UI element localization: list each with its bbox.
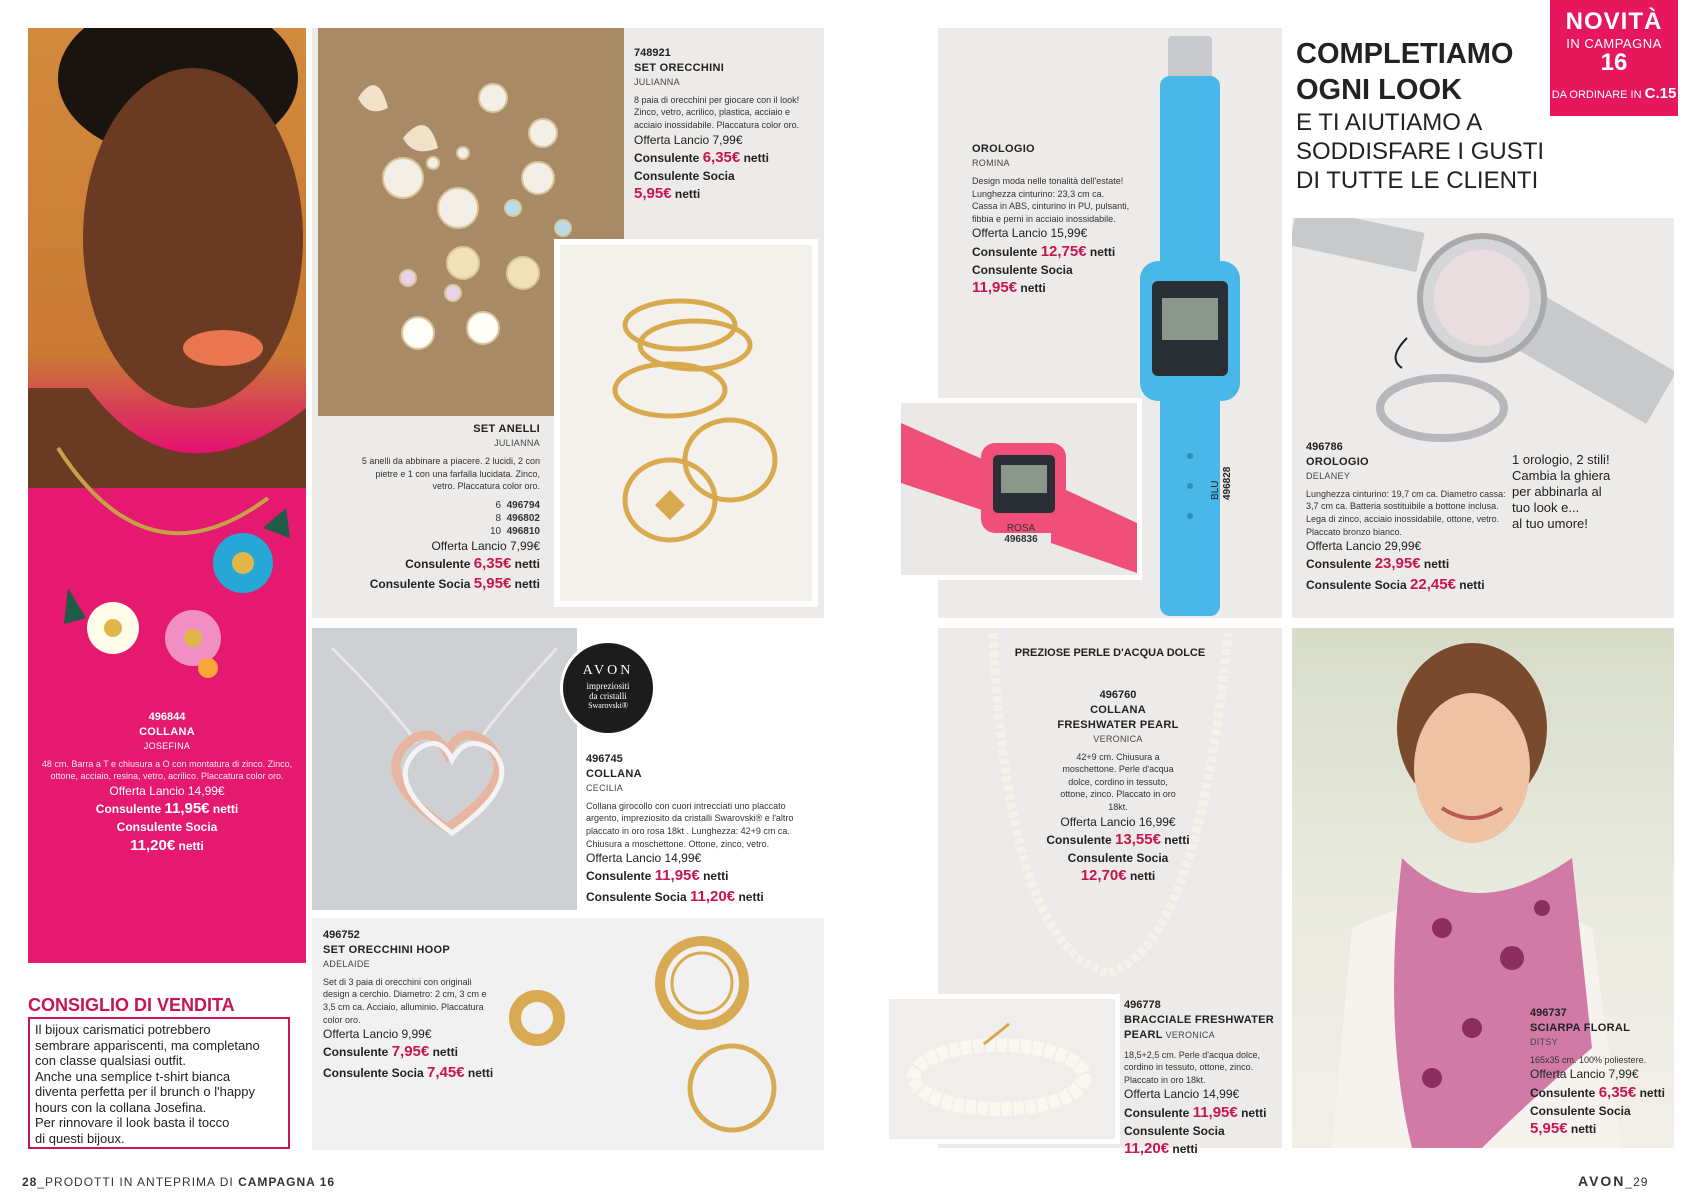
product-name: SET ORECCHINI HOOP (323, 943, 451, 956)
product-description: 48 cm. Barra a T e chiusura a O con montatura di zinco. Zinco, ottone, acciaio, resina, vetro, acrilico. Placcatura color oro. (41, 758, 293, 782)
product-brand: VERONICA (1093, 733, 1143, 744)
product-code: 496737 (1530, 1007, 1567, 1019)
socia-label: Consulente Socia (1067, 851, 1169, 866)
consiglio-line: diventa perfetta per il brunch o l'happy (35, 1084, 256, 1099)
socia-price: 11,20€ netti (130, 836, 204, 854)
offer-price: Offerta Lancio 14,99€ (1124, 1087, 1240, 1102)
product-brand: DELANEY (1306, 470, 1351, 481)
footer-brand: AVON (1578, 1173, 1626, 1189)
product-code: 496778 (1124, 999, 1161, 1011)
product-romina-info (972, 142, 1132, 298)
socia-label: Consulente Socia (116, 820, 218, 835)
consiglio-line: Per rinnovare il look basta il tocco (35, 1115, 230, 1130)
product-description: Collana girocollo con cuori intrecciati uno placcato argento, impreziosito da cristalli Swarovski® e l'altro placcato in oro rosa 18kt . Lunghezza: 42+9 cm ca. Chiusura a moschettone. Ottone, zinco, vetro. (586, 800, 794, 849)
bracelet-photo (884, 994, 1120, 1144)
blue-watch-illustration (1130, 36, 1250, 616)
product-cecilia-info (586, 752, 818, 907)
consultant-price: Consulente 11,95€ netti (586, 867, 729, 885)
banner-in-campagna: IN CAMPAGNA (1566, 36, 1662, 51)
product-pearl-collana-info (1018, 688, 1218, 887)
consultant-price: Consulente 7,95€ netti (323, 1043, 458, 1061)
bracelet-illustration (889, 999, 1115, 1139)
consultant-price: Consulente 6,35€ netti (405, 554, 540, 572)
banner-campaign-number: 16 (1600, 49, 1628, 76)
badge-brand: AVON (582, 663, 634, 678)
product-description: Lunghezza cinturino: 19,7 cm ca. Diametro cassa: 3,7 cm ca. Batteria sostituibile a bottone inclusa. Lega di zinco, acciaio inossidabile, ottone, vetro. Placcato bronzo bianco. (1306, 488, 1506, 537)
delaney-callout: 1 orologio, 2 stili! Cambia la ghiera per abbinarla al tuo look e... al tuo umore! (1512, 452, 1611, 531)
page-number: 28 (22, 1175, 38, 1189)
socia-label: Consulente Socia (1530, 1103, 1631, 1118)
socia-price: 11,20€ netti (1124, 1139, 1198, 1157)
product-name: COLLANA (139, 725, 195, 738)
socia-price: 5,95€ netti (634, 185, 701, 203)
product-code: 496786 (1306, 441, 1343, 453)
product-brand: JULIANNA (494, 437, 540, 448)
product-brand: DITSY (1530, 1036, 1559, 1047)
consiglio-line: Anche una semplice t-shirt bianca (35, 1068, 231, 1084)
novita-banner (1548, 0, 1680, 118)
offer-price: Offerta Lancio 16,99€ (1060, 814, 1176, 829)
product-name: OROLOGIO (1306, 455, 1369, 468)
product-name: COLLANA (586, 767, 642, 780)
headline-line2: OGNI LOOK (1296, 74, 1462, 106)
footer-campaign: CAMPAGNA 16 (238, 1175, 336, 1189)
rings-photo (554, 239, 818, 607)
product-name: SCIARPA FLORAL (1530, 1021, 1631, 1034)
socia-price: Consulente Socia 7,45€ netti (323, 1063, 494, 1081)
consultant-price: Consulente 6,35€ netti (1530, 1083, 1665, 1101)
product-description: Design moda nelle tonalità dell'estate! Lunghezza cinturino: 23,3 cm ca. Cassa in ABS, cinturino in PU, pulsanti, fibbia e perni in acciaio inossidabile. (972, 175, 1130, 224)
product-code: 496752 (323, 929, 360, 941)
product-name: OROLOGIO (972, 143, 1035, 155)
product-brand: JOSEFINA (143, 740, 191, 751)
consiglio-line: hours con la collana Josefina. (35, 1099, 207, 1115)
pink-watch-photo (896, 398, 1142, 580)
footer-label: PRODOTTI IN ANTEPRIMA DI (45, 1175, 239, 1189)
size-row: 6 496794 (495, 499, 540, 511)
headline-sub1: E TI AIUTIAMO A (1296, 109, 1483, 136)
footer-right: AVON_29 (1578, 1173, 1649, 1189)
size-row: 10 496810 (489, 525, 540, 537)
footer-left: 28_PRODOTTI IN ANTEPRIMA DI CAMPAGNA 16 (22, 1175, 336, 1189)
heart-necklace-photo (312, 628, 577, 910)
socia-label: Consulente Socia (634, 169, 735, 184)
badge-line: da cristalli (589, 691, 627, 701)
socia-price: Consulente Socia 11,20€ netti (586, 887, 764, 905)
consiglio-box (28, 1017, 290, 1149)
offer-price: Offerta Lancio 14,99€ (586, 851, 702, 866)
socia-price: Consulente Socia 5,95€ netti (369, 575, 540, 593)
rings-illustration (560, 245, 812, 601)
product-description: 5 anelli da abbinare a piacere. 2 lucidi, 2 con pietre e 1 con una farfalla lucidata. Zinco, vetro. Placcatura color oro. (361, 455, 540, 492)
offer-price: Offerta Lancio 7,99€ (634, 132, 743, 147)
consiglio-line: con classe qualsiasi outfit. (35, 1053, 187, 1068)
blu-label: BLU 496828 (1210, 466, 1233, 500)
offer-price: Offerta Lancio 7,99€ (1530, 1067, 1639, 1082)
pink-watch-illustration (901, 403, 1137, 575)
offer-price: Offerta Lancio 7,99€ (431, 538, 540, 553)
product-description: Set di 3 paia di orecchini con originali design a cerchio. Diametro: 2 cm, 3 cm e 3,5 cm ca. Acciaio, alluminio. Placcatura color oro. (323, 976, 487, 1025)
heart-necklace-illustration (312, 628, 577, 910)
badge-line: Swarovski® (588, 701, 628, 710)
product-description: 165x35 cm. 100% poliestere. (1530, 1054, 1647, 1065)
product-delaney-info (1306, 440, 1506, 595)
consiglio-line: sembrare appariscenti, ma completano (35, 1037, 260, 1053)
headline-line1: COMPLETIAMO (1296, 38, 1514, 70)
product-code: 748921 (634, 47, 671, 59)
pearl-header: PREZIOSE PERLE D'ACQUA DOLCE (1014, 647, 1206, 659)
consultant-price: Consulente 13,55€ netti (1046, 830, 1190, 848)
offer-price: Offerta Lancio 15,99€ (972, 226, 1088, 241)
product-bracciale-info (1124, 998, 1284, 1159)
socia-price: 12,70€ netti (1080, 867, 1156, 885)
consiglio-line: Il bijoux carismatici potrebbero (35, 1022, 211, 1037)
size-table (360, 499, 540, 538)
headline-sub2: SODDISFARE I GUSTI (1296, 138, 1545, 165)
product-description: 8 paia di orecchini per giocare con il look! Zinco, vetro, acrilico, plastica, acciaio e acciaio inossidabile. Placcatura color oro. (634, 94, 800, 131)
page-number: 29 (1633, 1175, 1649, 1189)
socia-price: Consulente Socia 22,45€ netti (1306, 575, 1485, 593)
consultant-price: Consulente 11,95€ netti (1124, 1103, 1267, 1121)
swarovski-badge (560, 640, 656, 736)
product-hoop-info (323, 928, 498, 1083)
headline (1296, 36, 1546, 195)
product-orecchini-info (634, 46, 819, 204)
rosa-label: ROSA 496836 (1004, 523, 1038, 545)
size-row: 8 496802 (495, 512, 540, 524)
product-name-line2: FRESHWATER PEARL (1057, 718, 1179, 731)
product-name: COLLANA (1090, 703, 1146, 716)
product-name-line2: PEARL VERONICA (1124, 1028, 1215, 1041)
consultant-price: Consulente 12,75€ netti (972, 242, 1116, 260)
offer-price: Offerta Lancio 9,99€ (323, 1027, 432, 1042)
socia-price: 11,95€ netti (972, 278, 1046, 296)
offer-price: Offerta Lancio 14,99€ (109, 784, 225, 799)
product-josefina-info (38, 710, 296, 856)
product-anelli-info (360, 422, 540, 594)
socia-label: Consulente Socia (1124, 1123, 1225, 1138)
consultant-price: Consulente 6,35€ netti (634, 148, 769, 166)
product-brand: JULIANNA (634, 76, 680, 87)
headline-sub3: DI TUTTE LE CLIENTI (1296, 167, 1539, 194)
product-code: 496745 (586, 753, 623, 765)
consultant-price: Consulente 11,95€ netti (95, 800, 239, 818)
socia-label: Consulente Socia (972, 262, 1073, 277)
product-sciarpa-info (1530, 1006, 1672, 1139)
product-code: 496844 (148, 711, 186, 723)
badge-line: impreziositi (586, 681, 630, 691)
socia-price: 5,95€ netti (1530, 1120, 1597, 1138)
consiglio-line: di questi bijoux. (35, 1130, 125, 1146)
product-brand: ADELAIDE (323, 958, 370, 969)
banner-ordinare: DA ORDINARE IN C.15 (1551, 85, 1677, 102)
consultant-price: Consulente 23,95€ netti (1306, 555, 1450, 573)
product-brand: CECILIA (586, 782, 624, 793)
consiglio-title: CONSIGLIO DI VENDITA (28, 995, 235, 1015)
offer-price: Offerta Lancio 29,99€ (1306, 539, 1422, 554)
product-code: 496760 (1099, 689, 1137, 701)
product-name: SET ORECCHINI (634, 61, 725, 74)
product-description: 42+9 cm. Chiusura a moschettone. Perle d'acqua dolce, cordino in tessuto, ottone, zinco. Placcato in oro 18kt. (1060, 751, 1176, 813)
product-brand: ROMINA (972, 157, 1010, 168)
product-description: 18,5+2,5 cm. Perle d'acqua dolce, cordino in tessuto, ottone, zinco. Placcato in oro 18kt. (1124, 1049, 1261, 1085)
product-name: BRACCIALE FRESHWATER (1124, 1013, 1275, 1026)
product-name: SET ANELLI (473, 423, 540, 435)
banner-novita: NOVITÀ (1565, 8, 1663, 35)
